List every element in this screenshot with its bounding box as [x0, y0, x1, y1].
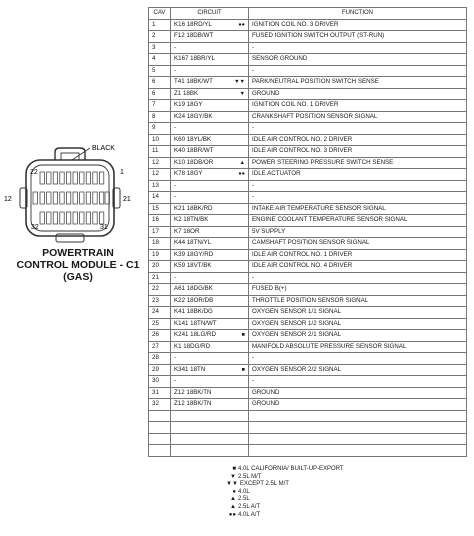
circuit-code: K21 18BK/RD	[174, 204, 213, 212]
cell-function: IDLE AIR CONTROL NO. 1 DRIVER	[249, 249, 467, 261]
legend-item	[226, 474, 386, 482]
cell-circuit	[171, 169, 249, 181]
table-header-row	[149, 8, 467, 20]
cell-function: -	[249, 123, 467, 135]
cell-circuit	[171, 77, 249, 89]
pin-cavity	[73, 212, 77, 224]
pin-label-1: 1	[120, 169, 124, 176]
cell-function: GROUND	[249, 387, 467, 399]
cell-cav: 29	[149, 364, 171, 376]
circuit-code: -	[174, 181, 177, 189]
pin-cavity	[60, 212, 64, 224]
cell-cav: 14	[149, 192, 171, 204]
cell-circuit	[171, 54, 249, 66]
cell-cav: 18	[149, 238, 171, 250]
cell-function: FUSED B(+)	[249, 284, 467, 296]
legend-item	[226, 512, 386, 520]
table-row	[149, 399, 467, 411]
pin-cavity	[47, 192, 51, 204]
circuit-code: K40 18BR/WT	[174, 147, 214, 155]
header-function: FUNCTION	[249, 8, 467, 20]
cell-function: GROUND	[249, 399, 467, 411]
circuit-code: K44 18TN/YL	[174, 239, 212, 247]
cell-circuit	[171, 422, 249, 434]
table-row	[149, 31, 467, 43]
pin-cavity	[66, 172, 70, 184]
circuit-option-marker: ▼▼	[234, 79, 245, 86]
cell-function: -	[249, 353, 467, 365]
connector-pin-grid	[33, 172, 109, 224]
header-circuit: CIRCUIT	[171, 8, 249, 20]
circuit-code: K16 18RD/YL	[174, 20, 212, 28]
circuit-code: -	[174, 124, 177, 132]
pin-cavity	[73, 192, 77, 204]
circuit-code: T41 18BK/WT	[174, 78, 213, 86]
cell-circuit	[171, 284, 249, 296]
circuit-code: -	[174, 377, 177, 385]
cell-circuit	[171, 330, 249, 342]
pin-cavity	[86, 212, 90, 224]
table-row	[149, 77, 467, 89]
circuit-code: K39 18GY/RD	[174, 250, 214, 258]
cell-cav	[149, 410, 171, 422]
cell-function: SENSOR GROUND	[249, 54, 467, 66]
cell-function	[249, 410, 467, 422]
cell-function: MANIFOLD ABSOLUTE PRESSURE SENSOR SIGNAL	[249, 341, 467, 353]
legend-item	[226, 504, 386, 512]
pin-label-32: 32	[31, 224, 39, 231]
pin-cavity	[80, 172, 84, 184]
legend-text: 2.5L A/T	[238, 503, 261, 510]
cell-function: IGNITION COIL NO. 3 DRIVER	[249, 19, 467, 31]
cell-function: CRANKSHAFT POSITION SENSOR SIGNAL	[249, 111, 467, 123]
table-row	[149, 295, 467, 307]
pin-cavity	[40, 212, 44, 224]
table-row	[149, 88, 467, 100]
pin-cavity	[99, 212, 103, 224]
table-row	[149, 422, 467, 434]
table-row	[149, 318, 467, 330]
cell-cav: 31	[149, 387, 171, 399]
cell-circuit	[171, 157, 249, 169]
table-row	[149, 42, 467, 54]
circuit-option-marker: ▲	[239, 159, 245, 166]
cell-circuit	[171, 180, 249, 192]
cell-function: THROTTLE POSITION SENSOR SIGNAL	[249, 295, 467, 307]
table-row	[149, 445, 467, 457]
circuit-code: K1 18DG/RD	[174, 342, 211, 350]
table-row	[149, 387, 467, 399]
legend-item	[226, 466, 386, 474]
pin-cavity	[80, 212, 84, 224]
cell-cav: 12	[149, 169, 171, 181]
legend-symbol: ●	[232, 488, 236, 495]
table-row	[149, 123, 467, 135]
table-row	[149, 238, 467, 250]
cell-cav	[149, 433, 171, 445]
table-row	[149, 157, 467, 169]
table-row	[149, 169, 467, 181]
legend-item	[226, 481, 386, 489]
cell-function: -	[249, 42, 467, 54]
pin-cavity	[73, 172, 77, 184]
legend-symbol: ▲	[230, 496, 236, 503]
table-row	[149, 261, 467, 273]
cell-circuit	[171, 387, 249, 399]
pin-cavity	[99, 172, 103, 184]
pin-cavity	[93, 192, 97, 204]
cell-cav: 2	[149, 31, 171, 43]
cell-cav: 4	[149, 54, 171, 66]
cell-function	[249, 422, 467, 434]
cell-cav: 30	[149, 376, 171, 388]
circuit-code: -	[174, 66, 177, 74]
table-row	[149, 284, 467, 296]
legend-symbol: ▲	[230, 503, 236, 510]
cell-circuit	[171, 215, 249, 227]
circuit-option-marker: ■	[241, 332, 245, 339]
cell-cav: 20	[149, 261, 171, 273]
cell-circuit	[171, 111, 249, 123]
cell-circuit	[171, 318, 249, 330]
cell-circuit	[171, 19, 249, 31]
pin-cavity	[40, 172, 44, 184]
pin-cavity	[53, 212, 57, 224]
legend-item	[226, 489, 386, 497]
cell-circuit	[171, 42, 249, 54]
cell-circuit	[171, 100, 249, 112]
cell-circuit	[171, 238, 249, 250]
cell-circuit	[171, 445, 249, 457]
cell-circuit	[171, 272, 249, 284]
cell-circuit	[171, 341, 249, 353]
cell-cav: 11	[149, 146, 171, 158]
table-row	[149, 353, 467, 365]
cell-cav: 22	[149, 284, 171, 296]
cell-function: -	[249, 376, 467, 388]
cell-circuit	[171, 376, 249, 388]
circuit-option-marker: ●●	[238, 171, 245, 178]
pin-cavity	[93, 172, 97, 184]
cell-cav: 32	[149, 399, 171, 411]
pin-cavity	[53, 192, 57, 204]
table-row	[149, 134, 467, 146]
circuit-code: Z12 18BK/TN	[174, 400, 212, 408]
cell-cav: 13	[149, 180, 171, 192]
connector-lock-inner	[61, 153, 79, 160]
table-row	[149, 192, 467, 204]
circuit-code: K24 18GY/BK	[174, 112, 213, 120]
table-row	[149, 272, 467, 284]
pin-cavity	[40, 192, 44, 204]
circuit-code: F12 18DB/WT	[174, 32, 214, 40]
circuit-code: K10 18DB/OR	[174, 158, 214, 166]
cell-function: INTAKE AIR TEMPERATURE SENSOR SIGNAL	[249, 203, 467, 215]
cell-circuit	[171, 134, 249, 146]
cell-circuit	[171, 88, 249, 100]
legend-symbol: ▼▼	[226, 481, 238, 488]
table-row	[149, 226, 467, 238]
cell-function	[249, 433, 467, 445]
cell-cav: 24	[149, 307, 171, 319]
cell-circuit	[171, 146, 249, 158]
legend-symbol: ▼	[230, 473, 236, 480]
cell-cav: 23	[149, 295, 171, 307]
cell-function: IDLE ACTUATOR	[249, 169, 467, 181]
cell-cav: 26	[149, 330, 171, 342]
table-row	[149, 376, 467, 388]
pin-label-21: 21	[123, 196, 131, 203]
cell-circuit	[171, 295, 249, 307]
cell-circuit	[171, 249, 249, 261]
cell-function: -	[249, 192, 467, 204]
cell-circuit	[171, 203, 249, 215]
pin-cavity	[53, 172, 57, 184]
pin-cavity	[60, 172, 64, 184]
circuit-code: K59 18VT/BK	[174, 262, 212, 270]
table-row	[149, 146, 467, 158]
circuit-code: K60 18YL/BK	[174, 135, 212, 143]
cell-function: 5V SUPPLY	[249, 226, 467, 238]
circuit-code: K22 18OR/DB	[174, 296, 214, 304]
circuit-code: -	[174, 193, 177, 201]
cell-cav: 6	[149, 77, 171, 89]
table-body	[149, 19, 467, 456]
table-row	[149, 307, 467, 319]
cell-function: IDLE AIR CONTROL NO. 4 DRIVER	[249, 261, 467, 273]
circuit-code: K167 18BR/YL	[174, 55, 215, 63]
pinout-table	[148, 7, 467, 457]
pin-cavity	[86, 172, 90, 184]
circuit-code: -	[174, 43, 177, 51]
pin-cavity	[99, 192, 103, 204]
legend-text: 2.5L M/T	[238, 473, 262, 480]
pin-cavity	[66, 212, 70, 224]
circuit-code: K141 18TN/WT	[174, 319, 217, 327]
cell-cav	[149, 422, 171, 434]
pin-cavity	[86, 192, 90, 204]
circuit-code: K41 18BK/DG	[174, 308, 213, 316]
cell-function: OXYGEN SENSOR 2/1 SIGNAL	[249, 330, 467, 342]
cell-cav: 10	[149, 134, 171, 146]
cell-circuit	[171, 226, 249, 238]
cell-circuit	[171, 399, 249, 411]
cell-cav: 5	[149, 65, 171, 77]
pin-cavity	[80, 192, 84, 204]
connector-title	[8, 247, 148, 283]
cell-circuit	[171, 410, 249, 422]
circuit-code: Z1 18BK	[174, 89, 199, 97]
connector-title-line-1: POWERTRAIN	[42, 247, 114, 259]
connector-title-line-3: (GAS)	[63, 271, 93, 283]
cell-cav: 1	[149, 19, 171, 31]
table-row	[149, 410, 467, 422]
table-row	[149, 111, 467, 123]
header-cav: CAV	[149, 8, 171, 20]
cell-function: POWER STEERING PRESSURE SWITCH SENSE	[249, 157, 467, 169]
circuit-code: K341 18TN	[174, 365, 206, 373]
cell-cav: 12	[149, 157, 171, 169]
pin-cavity	[93, 212, 97, 224]
pin-label-22: 22	[30, 169, 38, 176]
circuit-option-marker: ▼	[239, 90, 245, 97]
cell-circuit	[171, 123, 249, 135]
table-row	[149, 364, 467, 376]
cell-cav: 19	[149, 249, 171, 261]
cell-cav: 28	[149, 353, 171, 365]
circuit-code: K78 18GY	[174, 170, 203, 178]
table-row	[149, 203, 467, 215]
cell-circuit	[171, 433, 249, 445]
wire-color-label: BLACK	[92, 145, 115, 152]
cell-function: -	[249, 272, 467, 284]
circuit-option-marker: ■	[241, 366, 245, 373]
cell-circuit	[171, 192, 249, 204]
table-row	[149, 249, 467, 261]
circuit-code: K241 18LG/RD	[174, 331, 216, 339]
circuit-code: Z12 18BK/TN	[174, 388, 212, 396]
legend-text: 4.0L CALIFORNIA/ BUILT-UP-EXPORT	[238, 466, 344, 472]
cell-function: -	[249, 180, 467, 192]
cell-function: PARK/NEUTRAL POSITION SWITCH SENSE	[249, 77, 467, 89]
cell-cav: 9	[149, 123, 171, 135]
pin-label-31: 31	[100, 224, 108, 231]
cell-function: -	[249, 65, 467, 77]
pin-cavity	[66, 192, 70, 204]
circuit-code: -	[174, 354, 177, 362]
pin-cavity	[47, 212, 51, 224]
cell-function: IGNITION COIL NO. 1 DRIVER	[249, 100, 467, 112]
legend-symbol: ●●	[228, 511, 236, 518]
legend-text: 2.5L	[238, 496, 250, 503]
legend-text: 4.0L	[238, 488, 250, 495]
cell-cav: 6	[149, 88, 171, 100]
cell-function: OXYGEN SENSOR 2/2 SIGNAL	[249, 364, 467, 376]
circuit-code: K7 18OR	[174, 227, 200, 235]
pin-label-12: 12	[4, 196, 12, 203]
legend-text: 4.0L A/T	[238, 511, 261, 518]
legend-symbol: ■	[232, 466, 236, 472]
cell-function: OXYGEN SENSOR 1/2 SIGNAL	[249, 318, 467, 330]
cell-cav: 25	[149, 318, 171, 330]
table-row	[149, 433, 467, 445]
cell-function	[249, 445, 467, 457]
table-row	[149, 215, 467, 227]
table-row	[149, 19, 467, 31]
circuit-option-marker: ●●	[238, 21, 245, 28]
cell-function: IDLE AIR CONTROL NO. 3 DRIVER	[249, 146, 467, 158]
cell-cav	[149, 445, 171, 457]
cell-circuit	[171, 353, 249, 365]
circuit-code: -	[174, 273, 177, 281]
cell-function: ENGINE COOLANT TEMPERATURE SENSOR SIGNAL	[249, 215, 467, 227]
cell-circuit	[171, 364, 249, 376]
cell-function: CAMSHAFT POSITION SENSOR SIGNAL	[249, 238, 467, 250]
cell-circuit	[171, 65, 249, 77]
legend-text: EXCEPT 2.5L M/T	[239, 481, 289, 488]
table-row	[149, 180, 467, 192]
cell-cav: 16	[149, 215, 171, 227]
pin-cavity	[60, 192, 64, 204]
legend-item	[226, 496, 386, 504]
cell-function: GROUND	[249, 88, 467, 100]
table-row	[149, 341, 467, 353]
table-row	[149, 100, 467, 112]
cell-cav: 8	[149, 111, 171, 123]
cell-cav: 15	[149, 203, 171, 215]
connector-title-line-2: CONTROL MODULE - C1	[16, 259, 140, 271]
circuit-code: K19 18GY	[174, 101, 203, 109]
cell-circuit	[171, 261, 249, 273]
cell-cav: 17	[149, 226, 171, 238]
cell-function: IDLE AIR CONTROL NO. 2 DRIVER	[249, 134, 467, 146]
pin-cavity	[47, 172, 51, 184]
cell-function: FUSED IGNITION SWITCH OUTPUT (ST-RUN)	[249, 31, 467, 43]
cell-cav: 7	[149, 100, 171, 112]
cell-cav: 27	[149, 341, 171, 353]
circuit-code: A61 18DG/BK	[174, 285, 213, 293]
cell-cav: 3	[149, 42, 171, 54]
table-row	[149, 65, 467, 77]
cell-cav: 21	[149, 272, 171, 284]
table-row	[149, 54, 467, 66]
table-row	[149, 330, 467, 342]
symbol-legend	[226, 466, 386, 519]
wire-color-leader	[72, 148, 90, 160]
cell-circuit	[171, 307, 249, 319]
cell-function: OXYGEN SENSOR 1/1 SIGNAL	[249, 307, 467, 319]
cell-circuit	[171, 31, 249, 43]
pin-cavity	[33, 192, 37, 204]
circuit-code: K2 18TN/BK	[174, 216, 209, 224]
